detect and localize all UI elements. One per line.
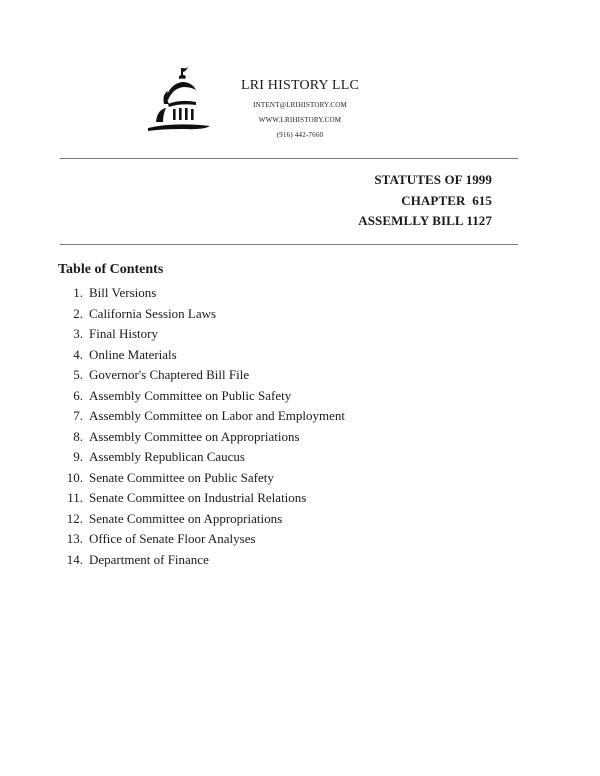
toc-item-label: Assembly Committee on Appropriations: [89, 428, 300, 444]
toc-item-number: 3.: [73, 326, 83, 341]
toc-item-number: 5.: [73, 367, 83, 382]
toc-item-label: Bill Versions: [89, 285, 157, 300]
company-email: INTENT@LRIHISTORY.COM: [253, 101, 347, 109]
toc-item-label: Senate Committee on Public Safety: [89, 469, 274, 485]
statute-bill: ASSEMLLY BILL 1127: [358, 213, 492, 228]
toc-item-label: Assembly Committee on Public Safety: [89, 387, 292, 403]
toc-item-label: California Session Laws: [89, 305, 217, 321]
toc-item-number: 11.: [67, 490, 83, 505]
toc-item-number: 6.: [73, 387, 83, 403]
toc-item-number: 4.: [73, 346, 83, 362]
statute-year: STATUTES OF 1999: [374, 172, 492, 187]
toc-item-number: 9.: [73, 449, 83, 464]
toc-item-label: Department of Finance: [89, 551, 209, 567]
toc-item-number: 14.: [66, 551, 83, 567]
toc-item-number: 7.: [73, 408, 83, 423]
toc-item-label: Senate Committee on Appropriations: [89, 510, 283, 526]
toc-item-label: Senate Committee on Industrial Relations: [89, 490, 307, 505]
bottom-divider: [60, 244, 518, 245]
company-phone: (916) 442-7660: [276, 131, 324, 139]
top-divider: [60, 158, 518, 159]
toc-item-number: 13.: [66, 531, 83, 546]
toc-item-label: Final History: [89, 326, 158, 341]
company-website: WWW.LRIHISTORY.COM: [258, 116, 342, 124]
toc-item-label: Governor's Chaptered Bill File: [89, 367, 250, 382]
toc-item-number: 12.: [66, 510, 83, 526]
toc-item-label: Office of Senate Floor Analyses: [89, 531, 256, 546]
toc-item-number: 10.: [66, 469, 83, 485]
toc-item-number: 2.: [73, 305, 83, 321]
toc-item-number: 1.: [73, 285, 83, 300]
toc-item-label: Assembly Republican Caucus: [89, 449, 245, 464]
toc-heading: Table of Contents: [58, 262, 164, 277]
statute-chapter: CHAPTER 615: [401, 193, 492, 208]
company-name: LRI HISTORY LLC: [240, 78, 360, 93]
toc-item-label: Assembly Committee on Labor and Employment: [89, 408, 345, 423]
toc-item-number: 8.: [73, 428, 83, 444]
toc-item-label: Online Materials: [89, 346, 177, 362]
capitol-dome-icon: [144, 64, 214, 142]
